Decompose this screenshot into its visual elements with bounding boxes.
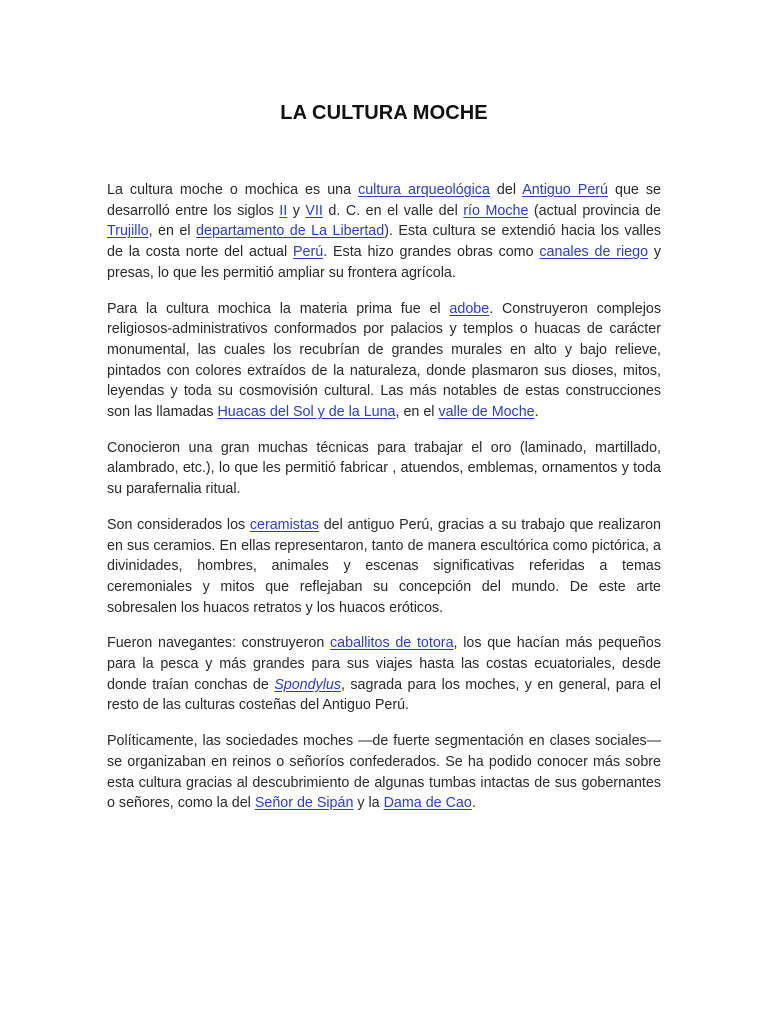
paragraph: [107, 438, 661, 500]
inline-link[interactable]: VII: [305, 202, 323, 219]
inline-link[interactable]: ceramistas: [249, 516, 319, 533]
inline-link[interactable]: Huacas del Sol y de la Luna: [217, 404, 396, 421]
document-body: [107, 180, 661, 829]
paragraph-text: y la: [353, 795, 384, 812]
paragraph-text: .: [471, 795, 476, 812]
inline-link[interactable]: Señor de Sipán: [254, 795, 354, 812]
inline-link[interactable]: Spondylus: [274, 676, 341, 693]
inline-link[interactable]: II: [279, 202, 288, 219]
paragraph-text: . Esta hizo grandes obras como: [323, 244, 540, 261]
inline-link[interactable]: Perú: [293, 244, 324, 261]
paragraph-text: , sagrada para los moches, y en general, para el resto de las culturas costeñas del Antiguo Perú.: [107, 676, 661, 714]
inline-link[interactable]: departamento de La Libertad: [196, 223, 385, 240]
paragraph-text: , en el: [395, 404, 439, 421]
paragraph-text: que se desarrolló entre los siglos: [107, 182, 661, 219]
paragraph-text: d. C. en el valle del: [322, 202, 464, 219]
paragraph: [107, 180, 661, 284]
paragraph-text: Conocieron una gran muchas técnicas para trabajar el oro (laminado, martillado, alambrado, etc.), lo que les permitió fabricar , atuendos, emblemas, ornamentos y toda su parafernalia ritual.: [107, 439, 661, 498]
paragraph-text: , los que hacían más pequeños para la pesca y más grandes para sus viajes hasta las costas ecuatoriales, desde donde traían conchas de: [107, 635, 661, 693]
paragraph-text: (actual provincia de: [528, 202, 661, 219]
paragraph-text: , en el: [148, 223, 197, 240]
inline-link[interactable]: cultura arqueológica: [358, 182, 490, 198]
paragraph-text: del: [489, 182, 523, 198]
paragraph-text: La cultura moche o mochica es una: [107, 182, 359, 198]
paragraph-text: y presas, lo que les permitió ampliar su frontera agrícola.: [107, 244, 662, 281]
inline-link[interactable]: adobe: [449, 300, 490, 317]
paragraph-text: .: [534, 404, 539, 421]
paragraph: [107, 633, 661, 716]
paragraph-text: Fueron navegantes: construyeron: [107, 635, 331, 652]
paragraph-text: Son considerados los: [107, 516, 250, 533]
paragraph-text: del antiguo Perú, gracias a su trabajo que realizaron en sus ceramios. En ellas representaron, tanto de manera escultórica como pictórica, a divinidades, hombres, animales y escenas significativas referidas a temas ceremoniales y mitos que reflejaban su concepción del mundo. De este arte sobresalen los huacos retratos y los huacos eróticos.: [107, 516, 661, 616]
paragraph-text: . Construyeron complejos religiosos-administrativos conformados por palacios y templos o huacas de carácter monumental, las cuales los recubrían de grandes murales en alto y bajo relieve, pintados con colores extraídos de la naturaleza, donde plasmaron sus dioses, mitos, leyendas y toda su cosmovisión cultural. Las más notables de estas construcciones son las llamadas: [107, 300, 661, 421]
paragraph: [107, 299, 661, 423]
paragraph: [107, 515, 661, 619]
paragraph: [107, 731, 661, 814]
inline-link[interactable]: río Moche: [463, 202, 529, 219]
paragraph-text: Políticamente, las sociedades moches —de fuerte segmentación en clases sociales— se organizaban en reinos o señoríos confederados. Se ha podido conocer más sobre esta cultura gracias al descubrimiento de algunas tumbas intactas de sus gobernantes o señores, como la del: [107, 733, 661, 812]
paragraph-text: ). Esta cultura se extendió hacia los valles de la costa norte del actual: [107, 223, 662, 261]
inline-link[interactable]: Dama de Cao: [383, 795, 472, 812]
page-title: LA CULTURA MOCHE: [280, 102, 488, 124]
paragraph-text: Para la cultura mochica la materia prima fue el: [107, 300, 450, 317]
inline-link[interactable]: caballitos de totora: [330, 635, 454, 652]
inline-link[interactable]: canales de riego: [539, 244, 649, 261]
paragraph-text: y: [287, 202, 306, 219]
inline-link[interactable]: valle de Moche: [438, 404, 535, 421]
inline-link[interactable]: Trujillo: [107, 223, 149, 240]
inline-link[interactable]: Antiguo Perú: [522, 182, 608, 198]
